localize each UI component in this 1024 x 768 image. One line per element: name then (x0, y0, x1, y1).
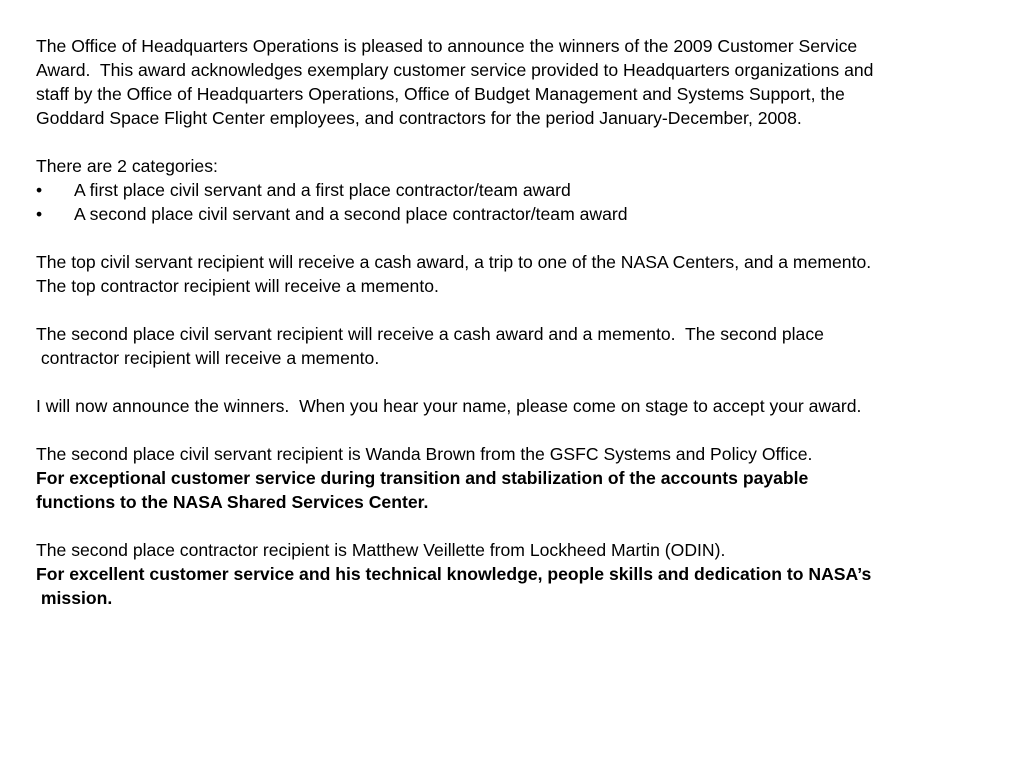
bullet-icon: • (36, 204, 43, 224)
citation-line: For exceptional customer service during transition and stabilization of the accounts payable (36, 468, 809, 488)
slide-body (36, 34, 996, 610)
citation-line: For excellent customer service and his technical knowledge, people skills and dedication to NASA’s (36, 564, 872, 584)
category-item-text: A second place civil servant and a second place contractor/team award (74, 204, 628, 224)
spacer (36, 226, 996, 250)
intro-line: staff by the Office of Headquarters Operations, Office of Budget Management and Systems Support, the (36, 84, 845, 104)
citation-line: functions to the NASA Shared Services Center. (36, 492, 429, 512)
category-item-text: A first place civil servant and a first place contractor/team award (74, 180, 571, 200)
intro-line: Award. This award acknowledges exemplary customer service provided to Headquarters organizations and (36, 60, 874, 80)
winner-line: The second place civil servant recipient is Wanda Brown from the GSFC Systems and Policy Office. (36, 444, 813, 464)
winner-civil-servant (36, 442, 996, 514)
announce-line: I will now announce the winners. When you hear your name, please come on stage to accept your award. (36, 396, 862, 416)
spacer (36, 514, 996, 538)
category-item (36, 178, 996, 202)
top-awards-paragraph (36, 250, 996, 298)
citation-line: mission. (36, 588, 113, 608)
winner-line: The second place contractor recipient is Matthew Veillette from Lockheed Martin (ODIN). (36, 540, 726, 560)
second-awards-paragraph (36, 322, 996, 370)
bullet-icon: • (36, 180, 43, 200)
categories-heading: There are 2 categories: (36, 156, 218, 176)
second-awards-line: The second place civil servant recipient will receive a cash award and a memento. The second place (36, 324, 824, 344)
intro-paragraph (36, 34, 996, 130)
spacer (36, 418, 996, 442)
second-awards-line: contractor recipient will receive a memento. (36, 348, 380, 368)
winner-contractor (36, 538, 996, 610)
category-item (36, 202, 996, 226)
spacer (36, 130, 996, 154)
top-awards-line: The top civil servant recipient will receive a cash award, a trip to one of the NASA Centers, and a memento. (36, 252, 872, 272)
intro-line: Goddard Space Flight Center employees, and contractors for the period January-December, 2008. (36, 108, 802, 128)
spacer (36, 370, 996, 394)
intro-line: The Office of Headquarters Operations is pleased to announce the winners of the 2009 Customer Service (36, 36, 858, 56)
categories-section (36, 154, 996, 226)
spacer (36, 298, 996, 322)
top-awards-line: The top contractor recipient will receive a memento. (36, 276, 439, 296)
